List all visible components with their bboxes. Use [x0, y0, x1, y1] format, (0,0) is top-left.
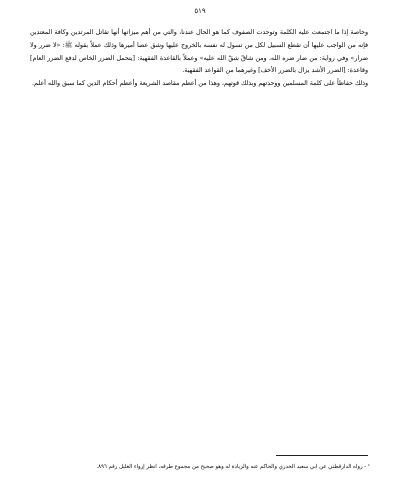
body-paragraph: وذلك حفاظاً على كلمة المسلمين ووحدتهم وبذلك قوتهم، وهذا من أعظم مقاصد الشريعة وأعظم أحكام الدين كما سبق والله أعلم. — [32, 80, 368, 88]
footnote: ¹ - رواه الدارقطني عن ابي سعيد الخدري والحاكم عنه والزيادة له وهو صحيح من مجموع طرقه، انظر إرواء الغليل رقم ٨٩٦. — [96, 464, 370, 470]
footnote-divider — [276, 455, 368, 456]
body-text — [30, 27, 368, 91]
page-number: ٥١٩ — [194, 7, 206, 15]
body-paragraph: وخاصة إذا ما اجتمعت عليه الكلمة وتوحدت الصفوف كما هو الحال عندنا، والتي من أهم ميزاتها أنها تقاتل المرتدين وكافة المعتدين فإنه من الواجب عليها أن تقطع السبيل لكل من تسول له نفسه بالخروج عليها وشق عصا أميرها وذلك عملاً بقوله ﷺ: «لا ضرر ولا ضرار» وفي رواية: من ضار ضره الله، ومن شاقّ شقّ الله عليه» وعملاً بالقاعدة الفقهية: [يتحمل الضرر الخاص لدفع الضرر العام] وقاعدة: [الضرر الأشد يزال بالضرر الأخف] وغيرهما من القواعد الفقهية. — [30, 29, 368, 75]
